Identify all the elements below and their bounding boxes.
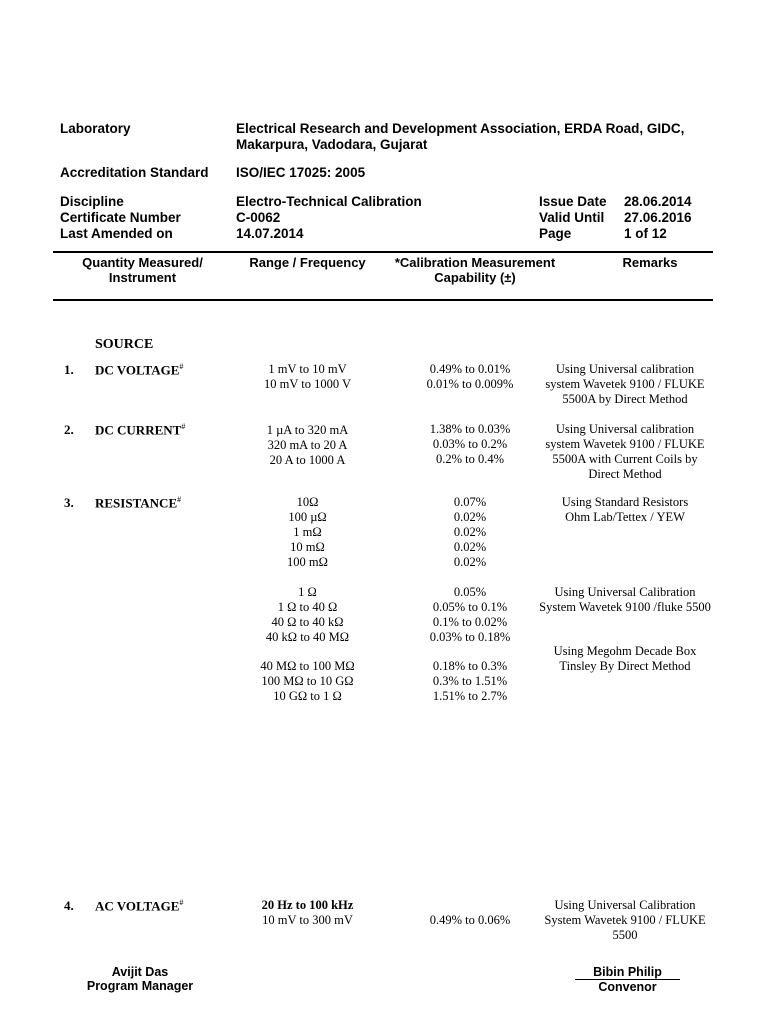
page-value: 1 of 12 — [624, 226, 667, 241]
signatory-left-title: Program Manager — [86, 979, 194, 993]
row-1-range: 1 mV to 10 mV 10 mV to 1000 V — [263, 362, 352, 391]
laboratory-line-2: Makarpura, Vadodara, Gujarat — [236, 137, 428, 152]
row-4-frequency: 20 Hz to 100 kHz — [261, 898, 354, 912]
discipline-label: Discipline — [60, 194, 124, 209]
row-1-number: 1. — [64, 362, 74, 377]
meta-labels — [60, 194, 181, 242]
date-labels — [539, 194, 607, 242]
standard-value: ISO/IEC 17025: 2005 — [236, 165, 366, 180]
row-3-quantity: RESISTANCE# — [95, 495, 182, 511]
column-cmc-header — [385, 255, 565, 285]
signatory-left-name: Avijit Das — [111, 965, 169, 979]
row-4-remarks: Using Universal Calibration System Wavetek 9100 / FLUKE 5500 — [544, 898, 706, 942]
amended-value: 14.07.2014 — [236, 226, 304, 241]
row-4-quantity: AC VOLTAGE# — [95, 898, 184, 914]
row-2-range: 1 µA to 320 mA 320 mA to 20 A 20 A to 1000 A — [266, 423, 349, 467]
valid-until-value: 27.06.2016 — [624, 210, 692, 225]
row-4-number: 4. — [64, 898, 74, 913]
row-3-remarks-group-2: Using Universal Calibration System Wavetek 9100 /fluke 5500 — [539, 585, 711, 614]
column-quantity-header — [60, 255, 225, 285]
issue-date-label: Issue Date — [539, 194, 607, 209]
row-1-quantity: DC VOLTAGE# — [95, 362, 184, 378]
row-4-cmc: 0.49% to 0.06% — [429, 913, 511, 927]
row-2-remarks: Using Universal calibration system Wavetek 9100 / FLUKE 5500A with Current Coils by Direct Method — [545, 422, 705, 481]
row-2-quantity: DC CURRENT# — [95, 422, 186, 438]
column-cmc-line-1: *Calibration Measurement — [394, 255, 556, 270]
row-3-range-group-2: 1 Ω 1 Ω to 40 Ω 40 Ω to 40 kΩ 40 kΩ to 40 MΩ — [265, 585, 350, 644]
laboratory-label: Laboratory — [60, 121, 131, 136]
row-4-range: 20 Hz to 100 kHz 10 mV to 300 mV — [225, 898, 390, 928]
certificate-label: Certificate Number — [60, 210, 181, 225]
date-values — [624, 194, 692, 242]
row-3-remarks-group-3: Using Megohm Decade Box Tinsley By Direct Method — [553, 644, 697, 673]
row-2-cmc: 1.38% to 0.03% 0.03% to 0.2% 0.2% to 0.4% — [429, 422, 511, 466]
column-quantity-line-2: Instrument — [108, 270, 177, 285]
table-top-rule — [53, 251, 713, 253]
column-cmc-line-2: Capability (±) — [434, 270, 516, 285]
row-3-cmc-group-1: 0.07% 0.02% 0.02% 0.02% 0.02% — [453, 495, 487, 569]
row-3-range-group-3: 40 MΩ to 100 MΩ 100 MΩ to 10 GΩ 10 GΩ to 1 Ω — [260, 659, 355, 703]
row-1-cmc: 0.49% to 0.01% 0.01% to 0.009% — [426, 362, 514, 391]
column-range-header: Range / Frequency — [249, 255, 366, 270]
row-3-remarks-group-1: Using Standard Resistors Ohm Lab/Tettex / YEW — [561, 495, 689, 524]
laboratory-value — [236, 121, 684, 153]
discipline-value: Electro-Technical Calibration — [236, 194, 422, 209]
signatory-right — [575, 965, 680, 994]
column-remarks-header: Remarks — [622, 255, 678, 270]
row-3-range-group-1: 10Ω 100 µΩ 1 mΩ 10 mΩ 100 mΩ — [287, 495, 328, 569]
page-label: Page — [539, 226, 572, 241]
table-header-rule — [53, 299, 713, 301]
row-3-cmc-group-3: 0.18% to 0.3% 0.3% to 1.51% 1.51% to 2.7% — [432, 659, 508, 703]
standard-label: Accreditation Standard — [60, 165, 209, 180]
column-quantity-line-1: Quantity Measured/ — [82, 255, 203, 270]
signatory-right-title: Convenor — [598, 980, 657, 994]
certificate-value: C-0062 — [236, 210, 281, 225]
row-3-number: 3. — [64, 495, 74, 510]
row-3-cmc-group-2: 0.05% 0.05% to 0.1% 0.1% to 0.02% 0.03% to 0.18% — [429, 585, 511, 644]
row-1-remarks: Using Universal calibration system Wavetek 9100 / FLUKE 5500A by Direct Method — [545, 362, 705, 406]
signatory-right-name: Bibin Philip — [593, 965, 662, 979]
meta-values — [236, 194, 422, 242]
issue-date-value: 28.06.2014 — [624, 194, 692, 209]
amended-label: Last Amended on — [60, 226, 173, 241]
valid-until-label: Valid Until — [539, 210, 605, 225]
section-title: SOURCE — [95, 337, 154, 352]
laboratory-line-1: Electrical Research and Development Association, ERDA Road, GIDC, — [236, 121, 685, 136]
signatory-left — [80, 965, 200, 993]
row-2-number: 2. — [64, 422, 74, 437]
